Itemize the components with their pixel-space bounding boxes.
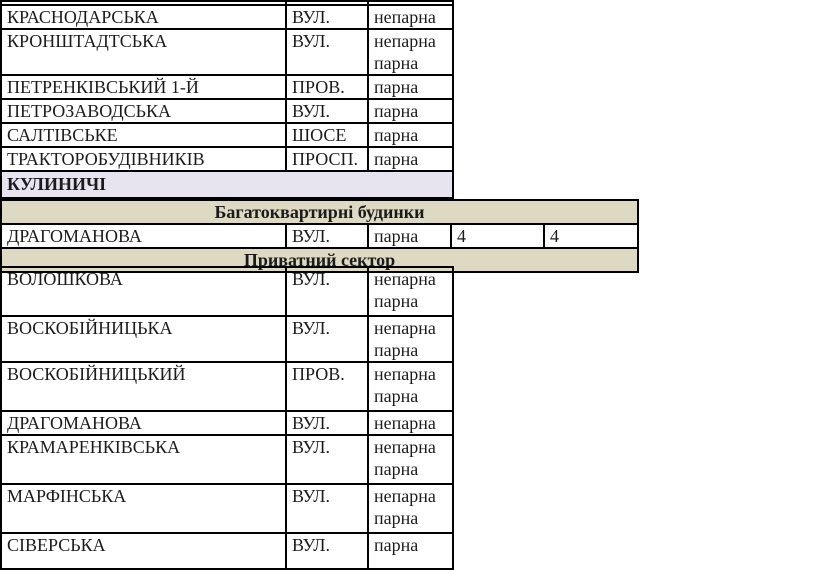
parity-line: непарна	[374, 413, 436, 433]
street-name-cell: МАРФІНСЬКА	[1, 484, 286, 533]
street-name-cell: ПЕТРЕНКІВСЬКИЙ 1-Й	[1, 75, 286, 99]
parity-line: парна	[374, 340, 419, 360]
street-type-cell: ВУЛ.	[286, 533, 368, 569]
street-type-cell: ВУЛ.	[286, 316, 368, 362]
street-type-cell: ВУЛ.	[286, 411, 368, 435]
group-header: Багатоквартирні будинки	[1, 200, 638, 224]
group-header: Приватний сектор	[1, 248, 638, 272]
parity-line: парна	[374, 101, 419, 121]
group-header-row	[1, 200, 638, 224]
parity-line: непарна	[374, 269, 436, 289]
street-name-cell: ДРАГОМАНОВА	[1, 411, 286, 435]
table-row	[1, 533, 453, 569]
parity-cell	[368, 316, 453, 362]
street-name-cell: СІВЕРСЬКА	[1, 533, 286, 569]
parity-cell	[368, 533, 453, 569]
parity-cell	[368, 484, 453, 533]
street-name-cell: КРАСНОДАРСЬКА	[1, 5, 286, 29]
table-row	[1, 224, 638, 248]
parity-line: парна	[374, 53, 419, 73]
table-row	[1, 411, 453, 435]
parity-line: парна	[374, 291, 419, 311]
parity-cell	[368, 5, 453, 29]
street-name-cell: КРОНШТАДТСЬКА	[1, 29, 286, 75]
house-number-cell: 4	[451, 224, 544, 248]
house-number-cell: 4	[544, 224, 638, 248]
parity-line: непарна	[374, 486, 436, 506]
table-row	[1, 5, 453, 29]
street-type-cell: ВУЛ.	[286, 224, 368, 248]
parity-line: парна	[374, 386, 419, 406]
parity-line: непарна	[374, 437, 436, 457]
parity-line: непарна	[374, 31, 436, 51]
table-row	[1, 75, 453, 99]
table-row	[1, 29, 453, 75]
parity-line: парна	[374, 535, 419, 555]
street-type-cell: ШОСЕ	[286, 123, 368, 147]
parity-line: парна	[374, 459, 419, 479]
parity-line: парна	[374, 77, 419, 97]
table-row	[1, 147, 453, 171]
street-type-cell: ПРОСП.	[286, 147, 368, 171]
parity-cell	[368, 411, 453, 435]
street-type-cell: ВУЛ.	[286, 435, 368, 484]
district-header-row	[1, 171, 453, 198]
street-name-cell: ВОЛОШКОВА	[1, 267, 286, 316]
parity-cell	[368, 362, 453, 411]
parity-cell	[368, 147, 453, 171]
parity-cell	[368, 99, 453, 123]
street-name-cell: САЛТІВСЬКЕ	[1, 123, 286, 147]
streets-table-upper	[0, 0, 454, 199]
parity-cell	[368, 75, 453, 99]
table-row	[1, 316, 453, 362]
district-header: КУЛИНИЧІ	[1, 171, 453, 198]
parity-cell	[368, 267, 453, 316]
street-type-cell: ВУЛ.	[286, 267, 368, 316]
parity-line: непарна	[374, 364, 436, 384]
streets-table-private-sector	[0, 266, 454, 570]
street-type-cell: ВУЛ.	[286, 484, 368, 533]
table-row	[1, 267, 453, 316]
table-row	[1, 362, 453, 411]
parity-line: парна	[374, 226, 419, 246]
street-name-cell: ВОСКОБІЙНИЦЬКИЙ	[1, 362, 286, 411]
parity-cell	[368, 123, 453, 147]
street-name-cell: ДРАГОМАНОВА	[1, 224, 286, 248]
street-type-cell: ВУЛ.	[286, 99, 368, 123]
table-row	[1, 99, 453, 123]
table-row	[1, 484, 453, 533]
street-type-cell: ВУЛ.	[286, 5, 368, 29]
parity-line: парна	[374, 508, 419, 528]
parity-line: парна	[374, 149, 419, 169]
apartment-buildings-table	[0, 199, 639, 273]
parity-line: непарна	[374, 7, 436, 27]
street-type-cell: ПРОВ.	[286, 362, 368, 411]
parity-line: парна	[374, 125, 419, 145]
table-row	[1, 123, 453, 147]
parity-line: непарна	[374, 318, 436, 338]
street-name-cell: ПЕТРОЗАВОДСЬКА	[1, 99, 286, 123]
street-type-cell: ВУЛ.	[286, 29, 368, 75]
street-type-cell: ПРОВ.	[286, 75, 368, 99]
street-name-cell: ВОСКОБІЙНИЦЬКА	[1, 316, 286, 362]
table-row	[1, 435, 453, 484]
parity-cell	[368, 435, 453, 484]
parity-cell	[368, 224, 451, 248]
street-name-cell: ТРАКТОРОБУДІВНИКІВ	[1, 147, 286, 171]
parity-cell	[368, 29, 453, 75]
street-name-cell: КРАМАРЕНКІВСЬКА	[1, 435, 286, 484]
